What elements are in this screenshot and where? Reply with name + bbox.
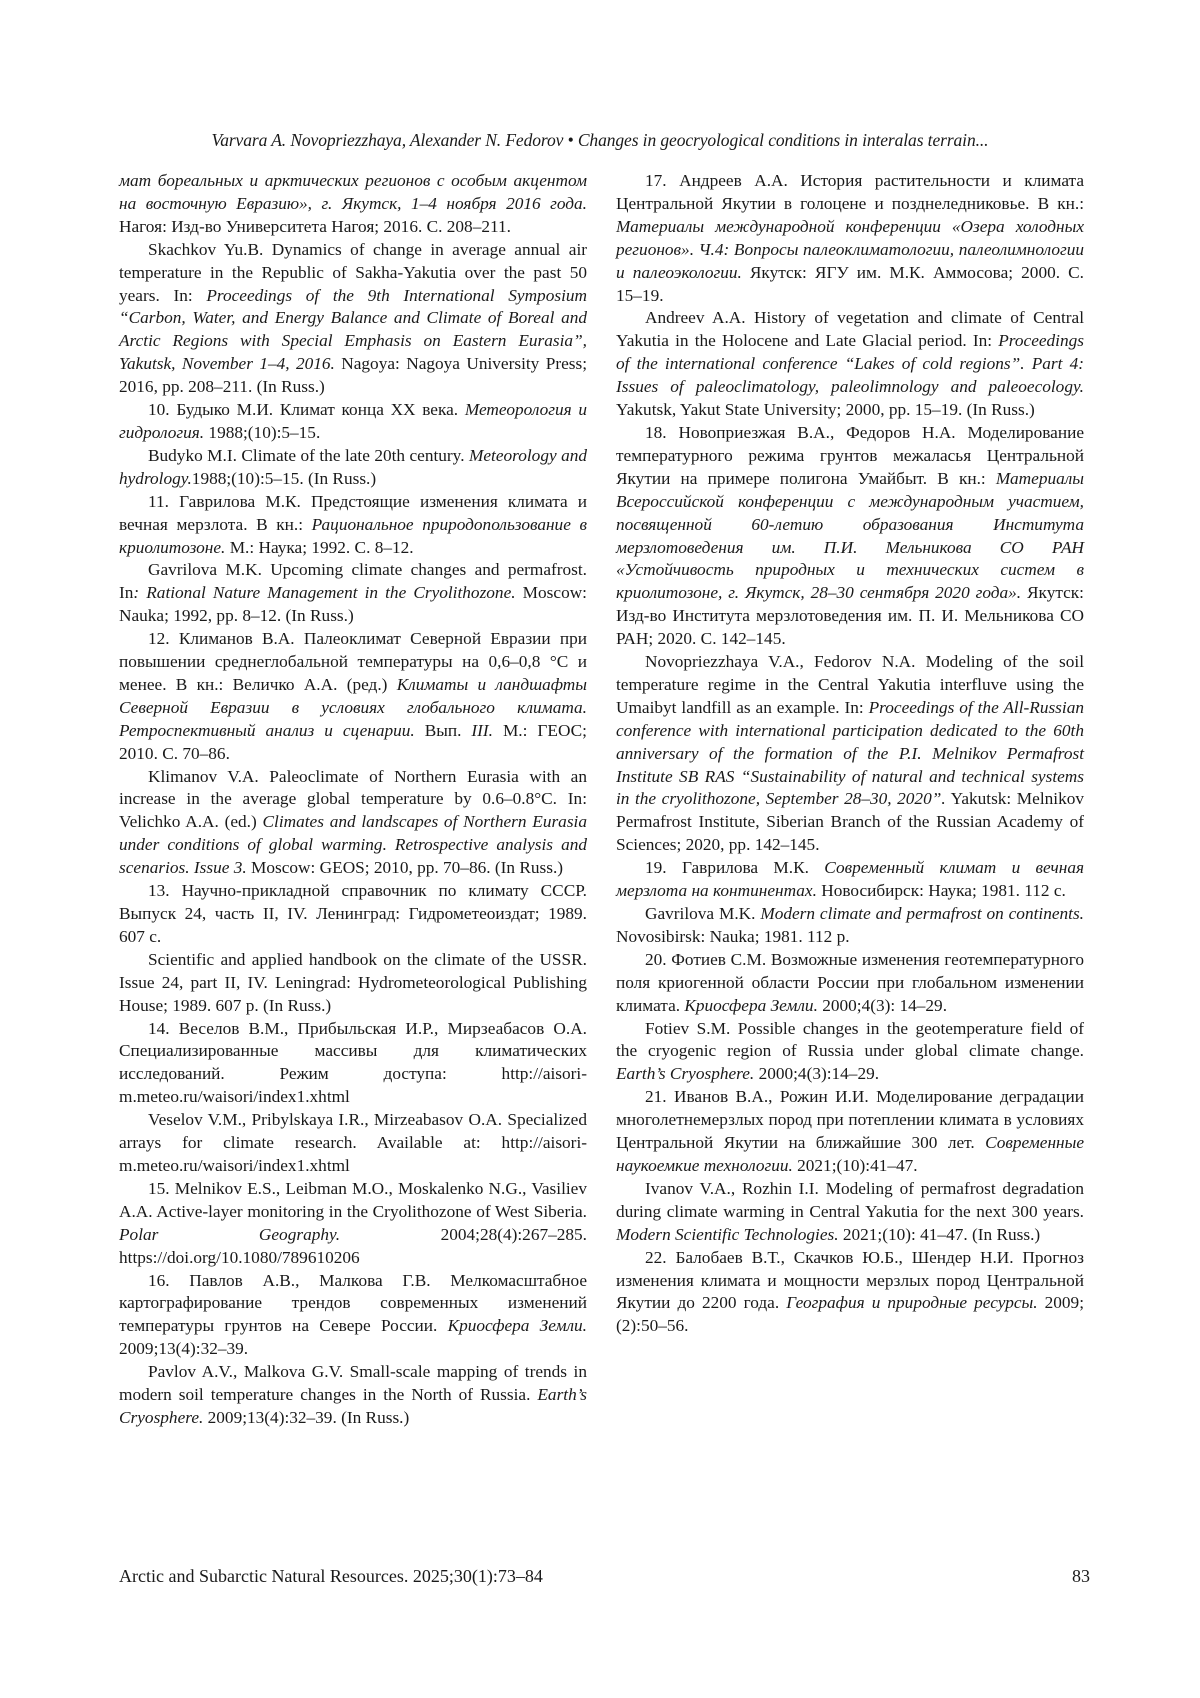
reference-text: 1988;(10):5–15. (In Russ.) xyxy=(191,468,377,488)
reference-text: 2021;(10):41–47. xyxy=(792,1155,918,1175)
reference-text: 2000;4(3):14–29. xyxy=(754,1064,880,1084)
reference-italic-text: Современные наукоемкие технологии. xyxy=(616,1133,1084,1175)
reference-italic-text: Proceedings of the 9th International Symposium “Carbon, Water, and Energy Balance and Climate of Boreal and Arctic Regions with Special Emphasis on Eastern Eurasia”, Yakutsk, November 1–4, 2016. xyxy=(119,285,587,374)
running-head: Varvara A. Novopriezzhaya, Alexander N. Fedorov • Changes in geocryological conditions in interalas terrain... xyxy=(211,130,989,150)
reference-text: 16. Павлов А.В., Малкова Г.В. Мелкомасштабное картографирование трендов современных изменений температуры грунтов на Севере России. xyxy=(119,1270,587,1336)
reference-entry xyxy=(616,651,1084,857)
reference-text: М.: ГЕОС; 2010. С. 70–86. xyxy=(119,720,587,763)
reference-italic-text: Современный климат и вечная мерзлота на континентах. xyxy=(616,858,1084,901)
reference-entry xyxy=(616,307,1084,422)
reference-text: Якутск: ЯГУ им. М.К. Аммосова; 2000. С. 15–19. xyxy=(616,262,1084,305)
reference-entry xyxy=(119,766,587,881)
reference-text: Klimanov V.A. Paleoclimate of Northern Eurasia with an increase in the average global temperature by 0.6–0.8°C. In: Velichko A.A. (ed.) xyxy=(119,766,587,832)
reference-text: Нагоя: Изд-во Университета Нагоя; 2016. С. 208–211. xyxy=(119,216,511,236)
left-column xyxy=(119,170,587,1430)
reference-entry xyxy=(119,559,587,628)
reference-italic-text: Climates and landscapes of Northern Eurasia under conditions of global warming. Retrospective analysis and scenarios. Issue 3. xyxy=(119,812,587,878)
reference-entry xyxy=(119,1109,587,1178)
reference-entry xyxy=(119,445,587,491)
reference-text: Новосибирск: Наука; 1981. 112 с. xyxy=(816,881,1066,901)
reference-text: 20. Фотиев С.М. Возможные изменения геотемпературного поля криогенной области России при глобальном изменении климата. xyxy=(616,949,1084,1015)
reference-italic-text: География и природные ресурсы. xyxy=(786,1293,1038,1313)
reference-entry xyxy=(119,628,587,765)
reference-entry xyxy=(616,949,1084,1018)
reference-text: Fotiev S.M. Possible changes in the geotemperature field of the cryogenic region of Russia under global climate change. xyxy=(616,1018,1084,1061)
reference-italic-text: Материалы Всероссийской конференции с международным участием, посвященной 60-летию образования Института мерзлотоведения им. П.И. Мельникова СО РАН «Устойчивость природных и технических систем в криолитозоне, г. Якутск, 28–30 сентября 2020 года». xyxy=(616,468,1084,603)
reference-entry xyxy=(616,422,1084,651)
reference-text: 18. Новоприезжая В.А., Федоров Н.А. Моделирование температурного режима грунтов межаласья Центральной Якутии на примере полигона Умайбыт. В кн.: xyxy=(616,422,1084,488)
reference-text: 2004;28(4):267–285. https://doi.org/10.1080/789610206 xyxy=(119,1224,587,1267)
reference-entry xyxy=(616,857,1084,903)
reference-text: Veselov V.M., Pribylskaya I.R., Mirzeabasov O.A. Specialized arrays for climate research. Available at: http://aisori-m.meteo.ru/waisori/index1.xhtml xyxy=(119,1110,587,1175)
reference-text: Nagoya: Nagoya University Press; 2016, pp. 208–211. (In Russ.) xyxy=(119,354,588,397)
reference-text: 12. Климанов В.А. Палеоклимат Северной Евразии при повышении среднеглобальной температуры на 0,6–0,8 °С и менее. В кн.: Величко А.А. (ред.) xyxy=(119,629,587,694)
right-column xyxy=(616,170,1084,1338)
reference-text: Gavrilova M.K. Upcoming climate changes and permafrost. In xyxy=(119,560,587,603)
reference-entry xyxy=(119,949,587,1018)
reference-entry xyxy=(119,880,587,949)
reference-text: Andreev A.A. History of vegetation and climate of Central Yakutia in the Holocene and Late Glacial period. In: xyxy=(616,308,1084,351)
reference-text: Scientific and applied handbook on the climate of the USSR. Issue 24, part II, IV. Leningrad: Hydrometeorological Publishing House; 1989. 607 p. (In Russ.) xyxy=(119,949,587,1015)
reference-entry xyxy=(119,491,587,560)
reference-entry xyxy=(119,1178,587,1270)
page-number: 83 xyxy=(1072,1566,1090,1586)
reference-text: Pavlov A.V., Malkova G.V. Small-scale mapping of trends in modern soil temperature changes in the North of Russia. xyxy=(119,1362,587,1405)
reference-italic-text: Материалы международной конференции «Озера холодных регионов». Ч.4: Вопросы палеоклиматологии, палеолимнологии и палеоэкологии. xyxy=(616,216,1084,282)
reference-text: М.: Наука; 1992. С. 8–12. xyxy=(225,537,414,557)
reference-text: Ivanov V.A., Rozhin I.I. Modeling of permafrost degradation during climate warming in Central Yakutia for the next 300 years. xyxy=(616,1178,1084,1221)
reference-text: 2000;4(3): 14–29. xyxy=(817,995,948,1015)
reference-text: Moscow: Nauka; 1992, pp. 8–12. (In Russ.) xyxy=(119,583,587,626)
reference-text: 10. Будыко М.И. Климат конца XX века. xyxy=(148,400,465,420)
reference-text: 2009;13(4):32–39. (In Russ.) xyxy=(203,1407,410,1427)
reference-text: 19. Гаврилова М.К. xyxy=(645,858,825,878)
reference-italic-text: Метеорология и гидрология. xyxy=(119,400,587,442)
reference-text: 2009;(2):50–56. xyxy=(616,1293,1085,1336)
reference-italic-text: Proceedings of the international conference “Lakes of cold regions”. Part 4: Issues of paleoclimatology, paleolimnology and paleoecology. xyxy=(616,331,1084,397)
reference-text: Novopriezzhaya V.A., Fedorov N.A. Modeling of the soil temperature regime in the Central Yakutia interfluve using the Umaibyt landfill as an example. In: xyxy=(616,652,1084,717)
reference-text: 2009;13(4):32–39. xyxy=(119,1339,249,1359)
reference-italic-text: Рациональное природопользование в криолитозоне. xyxy=(119,514,587,557)
reference-italic-text: : Rational Nature Management in the Cryolithozone. xyxy=(133,583,516,603)
page-footer xyxy=(119,1566,1090,1587)
reference-text: 17. Андреев А.А. История растительности и климата Центральной Якутии в голоцене и позднеледниковье. В кн.: xyxy=(616,171,1084,213)
reference-italic-text: Earth’s Cryosphere. xyxy=(119,1385,587,1427)
reference-italic-text: Климаты и ландшафты Северной Евразии в условиях глобального климата. Ретроспективный анализ и сценарии. xyxy=(119,674,587,740)
reference-text: Moscow: GEOS; 2010, pp. 70–86. (In Russ.) xyxy=(246,858,564,878)
reference-text: 21. Иванов В.А., Рожин И.И. Моделирование деградации многолетнемерзлых пород при потеплении климата в условиях Центральной Якутии на ближайшие 300 лет. xyxy=(616,1087,1084,1153)
reference-text: Gavrilova M.K. xyxy=(645,904,761,923)
reference-entry xyxy=(616,903,1084,949)
reference-italic-text: Meteorology and hydrology. xyxy=(119,445,587,488)
reference-text: Novosibirsk: Nauka; 1981. 112 p. xyxy=(616,926,850,946)
reference-text: Yakutsk: Melnikov Permafrost Institute, Siberian Branch of the Russian Academy of Sciences; 2020, pp. 142–145. xyxy=(616,789,1084,855)
reference-entry xyxy=(119,1270,587,1362)
reference-text: Вып. xyxy=(414,720,472,740)
reference-entry xyxy=(616,1018,1084,1087)
reference-entry xyxy=(119,239,587,399)
reference-text: 11. Гаврилова М.К. Предстоящие изменения климата и вечная мерзлота. В кн.: xyxy=(119,491,587,534)
reference-italic-text: Earth’s Cryosphere. xyxy=(616,1064,755,1084)
reference-italic-text: мат бореальных и арктических регионов с особым акцентом на восточную Евразию», г. Якутск, 1–4 ноября 2016 года. xyxy=(119,171,587,213)
reference-italic-text: Proceedings of the All-Russian conference with international participation dedicated to the 60th anniversary of the formation of the P.I. Melnikov Permafrost Institute SB RAS “Sustainability of natural and technical systems in the cryolithozone, September 28–30, 2020”. xyxy=(616,697,1084,809)
reference-italic-text: Polar Geography. xyxy=(119,1224,341,1244)
reference-text: 14. Веселов В.М., Прибыльская И.Р., Мирзеабасов О.А. Специализированные массивы для климатических исследований. Режим доступа: http://aisori-m.meteo.ru/waisori/index1.xhtml xyxy=(119,1018,587,1107)
reference-italic-text: Modern climate and permafrost on continents. xyxy=(760,904,1084,923)
reference-text: 13. Научно-прикладной справочник по климату СССР. Выпуск 24, часть II, IV. Ленинград: Гидрометеоиздат; 1989. 607 с. xyxy=(119,881,587,946)
reference-text: 22. Балобаев В.Т., Скачков Ю.Б., Шендер Н.И. Прогноз изменения климата и мощности мерзлых пород Центральной Якутии до 2200 года. xyxy=(616,1247,1084,1313)
reference-italic-text: Криосфера Земли. xyxy=(447,1316,588,1336)
reference-text: 15. Melnikov E.S., Leibman M.O., Moskalenko N.G., Vasiliev A.A. Active-layer monitoring in the Cryolithozone of West Siberia. xyxy=(119,1178,587,1221)
reference-entry xyxy=(119,1361,587,1430)
reference-italic-text: Криосфера Земли. xyxy=(684,995,818,1015)
reference-text: Yakutsk, Yakut State University; 2000, pp. 15–19. (In Russ.) xyxy=(616,400,1035,420)
reference-entry xyxy=(119,399,587,445)
reference-entry xyxy=(616,1086,1084,1178)
reference-italic-text: III. xyxy=(471,720,493,740)
journal-citation: Arctic and Subarctic Natural Resources. 2025;30(1):73–84 xyxy=(119,1566,543,1586)
reference-text: 1988;(10):5–15. xyxy=(204,422,321,442)
reference-entry xyxy=(616,1247,1084,1339)
reference-text: Budyko M.I. Climate of the late 20th century. xyxy=(148,445,469,465)
reference-italic-text: Modern Scientific Technologies. xyxy=(616,1224,839,1244)
reference-entry xyxy=(119,170,587,239)
reference-entry xyxy=(616,1178,1084,1247)
reference-entry xyxy=(616,170,1084,307)
reference-text: Якутск: Изд-во Института мерзлотоведения им. П. И. Мельникова СО РАН; 2020. С. 142–145. xyxy=(616,583,1084,649)
reference-entry xyxy=(119,1018,587,1110)
reference-text: 2021;(10): 41–47. (In Russ.) xyxy=(838,1224,1041,1244)
reference-text: Skachkov Yu.B. Dynamics of change in average annual air temperature in the Republic of Sakha-Yakutia over the past 50 years. In: xyxy=(119,239,587,305)
